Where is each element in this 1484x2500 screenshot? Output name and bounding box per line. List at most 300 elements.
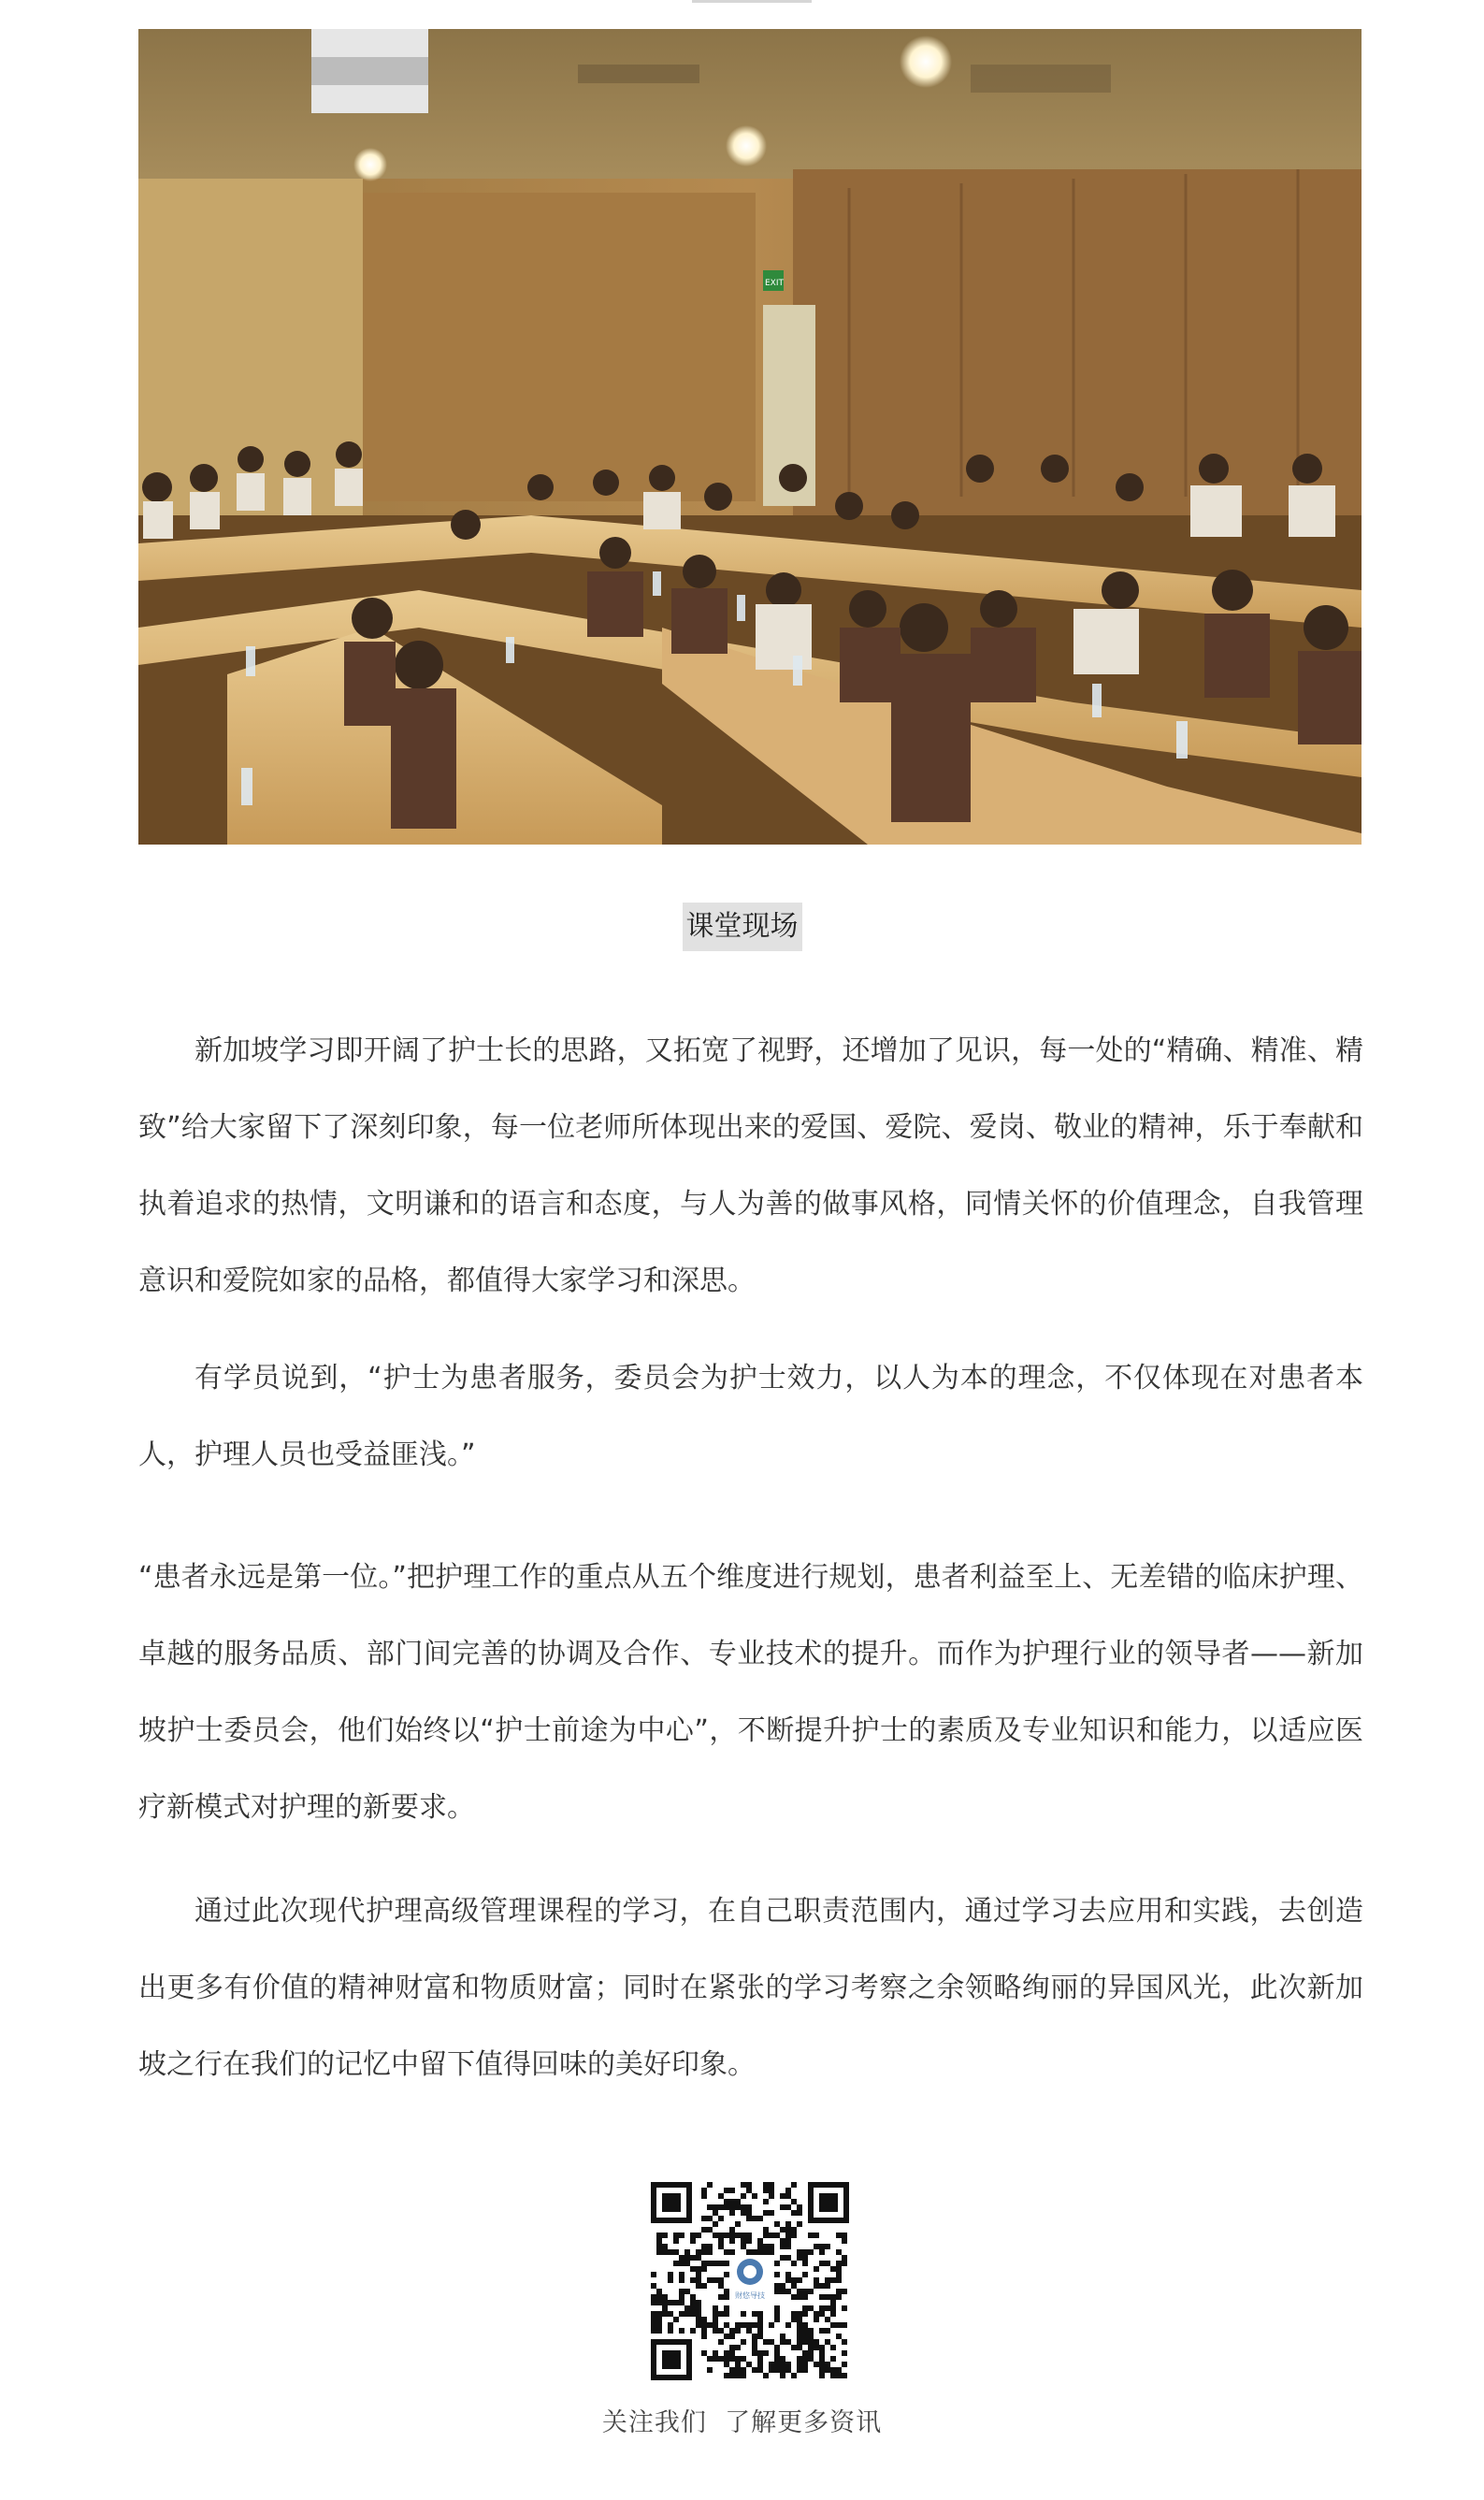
qr-module bbox=[729, 2356, 735, 2362]
qr-module bbox=[797, 2367, 802, 2373]
qr-module bbox=[802, 2305, 808, 2311]
qr-module bbox=[701, 2283, 707, 2289]
qr-module bbox=[819, 2345, 825, 2350]
qr-module bbox=[746, 2210, 752, 2216]
qr-module bbox=[819, 2244, 825, 2249]
qr-module bbox=[797, 2356, 802, 2362]
qr-module bbox=[718, 2216, 724, 2221]
qr-module bbox=[814, 2311, 819, 2317]
qr-module bbox=[785, 2227, 791, 2233]
qr-module bbox=[842, 2322, 847, 2328]
qr-module bbox=[836, 2266, 842, 2272]
qr-module bbox=[679, 2289, 684, 2294]
qr-module bbox=[769, 2244, 774, 2249]
qr-module bbox=[729, 2350, 735, 2356]
qr-module bbox=[757, 2311, 763, 2317]
qr-module bbox=[814, 2277, 819, 2283]
qr-module bbox=[836, 2334, 842, 2339]
qr-module bbox=[769, 2233, 774, 2238]
qr-module bbox=[729, 2204, 735, 2210]
qr-module bbox=[763, 2210, 769, 2216]
qr-module bbox=[656, 2317, 662, 2322]
qr-module bbox=[763, 2373, 769, 2378]
qr-module bbox=[651, 2322, 656, 2328]
qr-module bbox=[701, 2249, 707, 2255]
qr-module bbox=[741, 2238, 746, 2244]
qr-module bbox=[679, 2311, 684, 2317]
qr-module bbox=[684, 2311, 690, 2317]
qr-module bbox=[713, 2328, 718, 2334]
qr-module bbox=[825, 2339, 830, 2345]
qr-module bbox=[791, 2277, 797, 2283]
qr-module bbox=[690, 2305, 696, 2311]
qr-module bbox=[785, 2322, 791, 2328]
qr-module bbox=[741, 2193, 746, 2199]
qr-module bbox=[656, 2328, 662, 2334]
article-paragraph-3: “患者永远是第一位。”把护理工作的重点从五个维度进行规划，患者利益至上、无差错的临床护理、卓越的服务品质、部门间完善的协调及合作、专业技术的提升。而作为护理行业的领导者——新加坡护士委员会，他们始终以“护士前途为中心”，不断提升护士的素质及专业知识和能力，以适应医疗新模式对护理的新要求。 bbox=[138, 1561, 1363, 1824]
qr-module bbox=[757, 2367, 763, 2373]
qr-module bbox=[780, 2362, 785, 2367]
qr-module bbox=[774, 2345, 780, 2350]
qr-module bbox=[797, 2210, 802, 2216]
qr-module bbox=[774, 2356, 780, 2362]
qr-module bbox=[729, 2233, 735, 2238]
qr-module bbox=[651, 2283, 656, 2289]
qr-module bbox=[808, 2289, 814, 2294]
qr-module bbox=[830, 2367, 836, 2373]
qr-module bbox=[718, 2244, 724, 2249]
qr-module bbox=[791, 2227, 797, 2233]
qr-module bbox=[651, 2300, 656, 2305]
qr-module bbox=[836, 2373, 842, 2378]
qr-module bbox=[836, 2322, 842, 2328]
qr-module bbox=[774, 2272, 780, 2277]
qr-module bbox=[785, 2277, 791, 2283]
qr-module bbox=[802, 2322, 808, 2328]
qr-module bbox=[696, 2322, 701, 2328]
qr-module bbox=[797, 2322, 802, 2328]
qr-module bbox=[741, 2210, 746, 2216]
qr-module bbox=[729, 2328, 735, 2334]
qr-module bbox=[819, 2294, 825, 2300]
qr-module bbox=[802, 2289, 808, 2294]
qr-module bbox=[718, 2356, 724, 2362]
qr-module bbox=[814, 2345, 819, 2350]
qr-module bbox=[819, 2367, 825, 2373]
qr-module bbox=[690, 2311, 696, 2317]
qr-module bbox=[713, 2221, 718, 2227]
photo-caption-row bbox=[0, 903, 1484, 951]
qr-module bbox=[797, 2294, 802, 2300]
qr-module bbox=[713, 2210, 718, 2216]
qr-module bbox=[729, 2334, 735, 2339]
qr-module bbox=[741, 2244, 746, 2249]
qr-module bbox=[673, 2261, 679, 2266]
qr-module bbox=[802, 2255, 808, 2261]
qr-module bbox=[842, 2305, 847, 2311]
qr-module bbox=[651, 2328, 656, 2334]
qr-module bbox=[757, 2350, 763, 2356]
qr-module bbox=[713, 2204, 718, 2210]
qr-module bbox=[814, 2283, 819, 2289]
qr-module bbox=[785, 2272, 791, 2277]
qr-module bbox=[825, 2294, 830, 2300]
qr-module bbox=[735, 2204, 741, 2210]
qr-module bbox=[752, 2350, 757, 2356]
qr-module bbox=[785, 2244, 791, 2249]
qr-module bbox=[780, 2339, 785, 2345]
qr-module bbox=[757, 2362, 763, 2367]
qr-module bbox=[797, 2345, 802, 2350]
qr-module bbox=[819, 2373, 825, 2378]
qr-module bbox=[684, 2261, 690, 2266]
qr-module bbox=[802, 2362, 808, 2367]
qr-module bbox=[746, 2322, 752, 2328]
qr-module bbox=[696, 2283, 701, 2289]
qr-module bbox=[735, 2362, 741, 2367]
qr-module bbox=[673, 2317, 679, 2322]
qr-module bbox=[684, 2289, 690, 2294]
qr-module bbox=[802, 2272, 808, 2277]
qr-module bbox=[785, 2367, 791, 2373]
qr-module bbox=[684, 2255, 690, 2261]
qr-module bbox=[836, 2249, 842, 2255]
qr-module bbox=[668, 2272, 673, 2277]
qr-module bbox=[780, 2227, 785, 2233]
qr-module bbox=[679, 2233, 684, 2238]
qr-module bbox=[774, 2317, 780, 2322]
qr-module bbox=[752, 2193, 757, 2199]
qr-module bbox=[785, 2339, 791, 2345]
qr-module bbox=[724, 2334, 729, 2339]
qr-module bbox=[746, 2188, 752, 2193]
qr-module bbox=[769, 2193, 774, 2199]
qr-module bbox=[746, 2249, 752, 2255]
qr-module bbox=[651, 2294, 656, 2300]
qr-module bbox=[780, 2238, 785, 2244]
qr-module bbox=[797, 2317, 802, 2322]
qr-module bbox=[696, 2233, 701, 2238]
qr-module bbox=[651, 2317, 656, 2322]
qr-module bbox=[696, 2311, 701, 2317]
qr-module bbox=[696, 2255, 701, 2261]
qr-module bbox=[763, 2233, 769, 2238]
qr-module bbox=[774, 2221, 780, 2227]
qr-module bbox=[757, 2356, 763, 2362]
qr-module bbox=[836, 2272, 842, 2277]
qr-module bbox=[802, 2311, 808, 2317]
qr-module bbox=[780, 2204, 785, 2210]
qr-module bbox=[791, 2199, 797, 2204]
qr-module bbox=[707, 2277, 713, 2283]
qr-module bbox=[780, 2367, 785, 2373]
qr-module bbox=[819, 2305, 825, 2311]
qr-module bbox=[656, 2294, 662, 2300]
qr-module bbox=[668, 2328, 673, 2334]
qr-module bbox=[701, 2261, 707, 2266]
qr-module bbox=[769, 2362, 774, 2367]
qr-module bbox=[707, 2216, 713, 2221]
qr-module bbox=[830, 2300, 836, 2305]
qr-module bbox=[724, 2373, 729, 2378]
qr-module bbox=[774, 2362, 780, 2367]
qr-module bbox=[785, 2255, 791, 2261]
qr-module bbox=[825, 2305, 830, 2311]
qr-module bbox=[752, 2249, 757, 2255]
qr-module bbox=[696, 2249, 701, 2255]
qr-module bbox=[785, 2204, 791, 2210]
qr-module bbox=[735, 2322, 741, 2328]
qr-module bbox=[724, 2199, 729, 2204]
qr-module bbox=[724, 2294, 729, 2300]
qr-module bbox=[791, 2373, 797, 2378]
qr-module bbox=[741, 2233, 746, 2238]
qr-module bbox=[825, 2244, 830, 2249]
qr-module bbox=[741, 2356, 746, 2362]
qr-module bbox=[825, 2277, 830, 2283]
qr-module bbox=[752, 2216, 757, 2221]
qr-module bbox=[791, 2261, 797, 2266]
qr-module bbox=[836, 2294, 842, 2300]
qr-module bbox=[741, 2204, 746, 2210]
qr-module bbox=[836, 2261, 842, 2266]
qr-module bbox=[735, 2367, 741, 2373]
qr-module bbox=[729, 2210, 735, 2216]
qr-module bbox=[651, 2272, 656, 2277]
qr-module bbox=[752, 2367, 757, 2373]
qr-module bbox=[791, 2210, 797, 2216]
qr-module bbox=[684, 2305, 690, 2311]
qr-module bbox=[662, 2244, 668, 2249]
qr-module bbox=[819, 2350, 825, 2356]
qr-module bbox=[707, 2322, 713, 2328]
qr-module bbox=[707, 2182, 713, 2188]
follow-us-text: 关注我们 了解更多资讯 bbox=[601, 2408, 883, 2437]
classroom-photo bbox=[138, 29, 1362, 845]
qr-module bbox=[808, 2233, 814, 2238]
qr-module bbox=[746, 2204, 752, 2210]
top-divider bbox=[692, 0, 812, 3]
qr-module bbox=[668, 2300, 673, 2305]
qr-module bbox=[707, 2227, 713, 2233]
qr-module bbox=[662, 2233, 668, 2238]
qr-module bbox=[701, 2216, 707, 2221]
qr-module bbox=[752, 2322, 757, 2328]
qr-module bbox=[724, 2356, 729, 2362]
qr-module bbox=[718, 2328, 724, 2334]
qr-module bbox=[729, 2188, 735, 2193]
qr-module bbox=[724, 2289, 729, 2294]
qr-module bbox=[757, 2317, 763, 2322]
qr-module bbox=[802, 2294, 808, 2300]
qr-module bbox=[718, 2283, 724, 2289]
qr-module bbox=[701, 2266, 707, 2272]
qr-module bbox=[729, 2249, 735, 2255]
qr-module bbox=[757, 2238, 763, 2244]
qr-module bbox=[763, 2199, 769, 2204]
qr-module bbox=[774, 2311, 780, 2317]
qr-module bbox=[735, 2356, 741, 2362]
qr-module bbox=[802, 2261, 808, 2266]
qr-module bbox=[707, 2244, 713, 2249]
qr-module bbox=[713, 2261, 718, 2266]
qr-module bbox=[780, 2356, 785, 2362]
qr-module bbox=[656, 2322, 662, 2328]
qr-module bbox=[662, 2294, 668, 2300]
qr-module bbox=[718, 2277, 724, 2283]
qr-module bbox=[785, 2188, 791, 2193]
qr-module bbox=[724, 2305, 729, 2311]
qr-module bbox=[724, 2233, 729, 2238]
qr-module bbox=[656, 2249, 662, 2255]
qr-module bbox=[842, 2362, 847, 2367]
qr-module bbox=[808, 2339, 814, 2345]
qr-module bbox=[785, 2362, 791, 2367]
qr-module bbox=[668, 2249, 673, 2255]
qr-module bbox=[808, 2345, 814, 2350]
qr-module bbox=[802, 2249, 808, 2255]
qr-module bbox=[791, 2233, 797, 2238]
qr-module bbox=[741, 2182, 746, 2188]
qr-module bbox=[724, 2350, 729, 2356]
qr-module bbox=[819, 2362, 825, 2367]
qr-module bbox=[746, 2328, 752, 2334]
qr-module bbox=[735, 2345, 741, 2350]
qr-module bbox=[735, 2221, 741, 2227]
qr-module bbox=[791, 2345, 797, 2350]
qr-module bbox=[746, 2233, 752, 2238]
qr-module bbox=[797, 2362, 802, 2367]
qr-module bbox=[741, 2367, 746, 2373]
qr-module bbox=[679, 2272, 684, 2277]
qr-module bbox=[690, 2255, 696, 2261]
qr-module bbox=[774, 2350, 780, 2356]
qr-module bbox=[780, 2283, 785, 2289]
qr-module bbox=[690, 2328, 696, 2334]
qr-code bbox=[651, 2182, 849, 2380]
qr-module bbox=[763, 2244, 769, 2249]
qr-module bbox=[769, 2367, 774, 2373]
qr-module bbox=[679, 2261, 684, 2266]
qr-module bbox=[741, 2311, 746, 2317]
qr-module bbox=[701, 2227, 707, 2233]
qr-module bbox=[791, 2311, 797, 2317]
qr-module bbox=[797, 2255, 802, 2261]
qr-module bbox=[701, 2317, 707, 2322]
qr-module bbox=[746, 2238, 752, 2244]
qr-module bbox=[724, 2362, 729, 2367]
qr-module bbox=[679, 2255, 684, 2261]
qr-module bbox=[774, 2261, 780, 2266]
qr-module bbox=[763, 2227, 769, 2233]
qr-module bbox=[656, 2289, 662, 2294]
qr-module bbox=[825, 2362, 830, 2367]
qr-module bbox=[673, 2249, 679, 2255]
qr-module bbox=[741, 2322, 746, 2328]
qr-module bbox=[707, 2367, 713, 2373]
qr-module bbox=[673, 2233, 679, 2238]
qr-module bbox=[814, 2362, 819, 2367]
qr-module bbox=[662, 2249, 668, 2255]
qr-module bbox=[713, 2233, 718, 2238]
qr-module bbox=[690, 2238, 696, 2244]
qr-module bbox=[819, 2356, 825, 2362]
qr-module bbox=[656, 2233, 662, 2238]
qr-module bbox=[763, 2350, 769, 2356]
qr-module bbox=[802, 2350, 808, 2356]
qr-module bbox=[673, 2300, 679, 2305]
qr-module bbox=[713, 2322, 718, 2328]
qr-module bbox=[808, 2356, 814, 2362]
qr-module bbox=[808, 2350, 814, 2356]
qr-module bbox=[780, 2255, 785, 2261]
qr-module bbox=[842, 2238, 847, 2244]
qr-module bbox=[724, 2311, 729, 2317]
qr-module bbox=[842, 2261, 847, 2266]
article-paragraph-2: 有学员说到，“护士为患者服务，委员会为护士效力，以人为本的理念，不仅体现在对患者本人，护理人员也受益匪浅。” bbox=[138, 1362, 1363, 1471]
qr-module bbox=[656, 2238, 662, 2244]
qr-module bbox=[802, 2339, 808, 2345]
qr-module bbox=[825, 2328, 830, 2334]
qr-module bbox=[819, 2249, 825, 2255]
qr-module bbox=[752, 2339, 757, 2345]
qr-module bbox=[662, 2305, 668, 2311]
qr-module bbox=[830, 2311, 836, 2317]
qr-module bbox=[741, 2373, 746, 2378]
qr-module bbox=[713, 2305, 718, 2311]
qr-module bbox=[797, 2339, 802, 2345]
qr-module bbox=[746, 2362, 752, 2367]
qr-module bbox=[819, 2328, 825, 2334]
qr-module bbox=[763, 2182, 769, 2188]
qr-module bbox=[713, 2311, 718, 2317]
qr-module bbox=[729, 2373, 735, 2378]
qr-module bbox=[780, 2334, 785, 2339]
qr-module bbox=[791, 2182, 797, 2188]
qr-module bbox=[842, 2255, 847, 2261]
qr-module bbox=[746, 2182, 752, 2188]
qr-module bbox=[769, 2210, 774, 2216]
qr-module bbox=[814, 2339, 819, 2345]
qr-module bbox=[780, 2244, 785, 2249]
qr-module bbox=[701, 2322, 707, 2328]
qr-module bbox=[729, 2199, 735, 2204]
qr-module bbox=[696, 2305, 701, 2311]
qr-module bbox=[668, 2322, 673, 2328]
qr-module bbox=[718, 2261, 724, 2266]
qr-module bbox=[802, 2328, 808, 2334]
qr-module bbox=[842, 2339, 847, 2345]
qr-module bbox=[684, 2249, 690, 2255]
qr-module bbox=[814, 2233, 819, 2238]
qr-module bbox=[713, 2317, 718, 2322]
qr-module bbox=[718, 2294, 724, 2300]
qr-module bbox=[780, 2373, 785, 2378]
qr-module bbox=[802, 2334, 808, 2339]
qr-module bbox=[656, 2300, 662, 2305]
qr-module bbox=[797, 2289, 802, 2294]
qr-module bbox=[825, 2367, 830, 2373]
qr-module bbox=[746, 2216, 752, 2221]
qr-module bbox=[774, 2367, 780, 2373]
qr-module bbox=[690, 2294, 696, 2300]
qr-module bbox=[819, 2311, 825, 2317]
qr-module bbox=[757, 2334, 763, 2339]
qr-module bbox=[662, 2311, 668, 2317]
qr-module bbox=[836, 2367, 842, 2373]
qr-module bbox=[814, 2244, 819, 2249]
qr-module bbox=[819, 2261, 825, 2266]
